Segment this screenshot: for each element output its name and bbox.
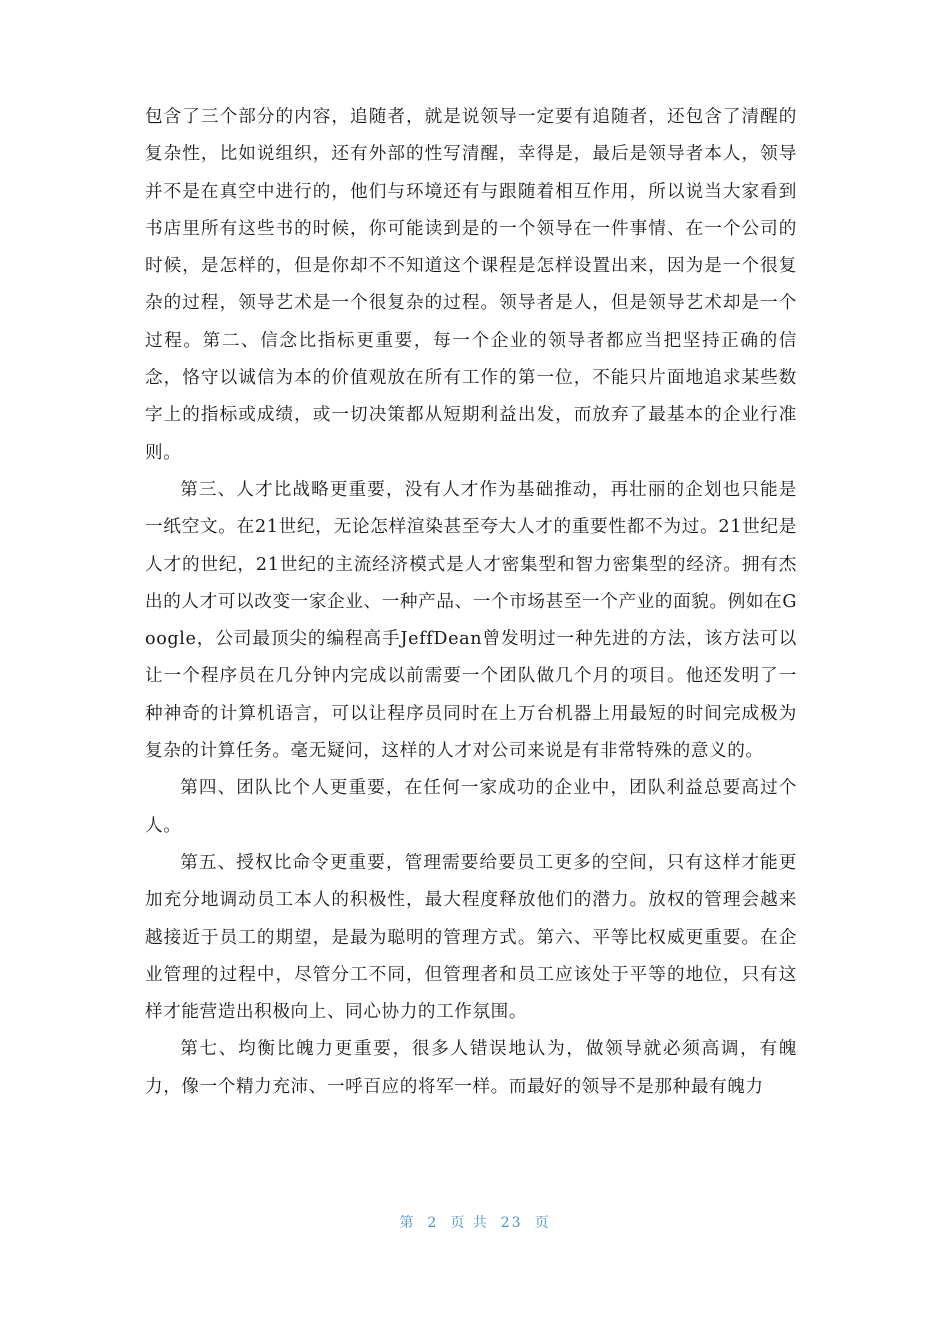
footer-current-page: 2	[427, 1215, 439, 1231]
footer-label-page: 第	[399, 1215, 416, 1231]
paragraph-4: 第五、授权比命令更重要，管理需要给要员工更多的空间，只有这样才能更加充分地调动员工本人的积极性，最大程度释放他们的潜力。放权的管理会越来越接近于员工的期望，是最为聪明的管理方式。第六、平等比权威更重要。在企业管理的过程中，尽管分工不同，但管理者和员工应该处于平等的地位，只有这样才能营造出积极向上、同心协力的工作氛围。	[145, 852, 797, 1023]
footer-total-pages: 23	[500, 1215, 523, 1231]
paragraph-2: 第三、人才比战略更重要，没有人才作为基础推动，再壮丽的企划也只能是一纸空文。在21世纪，无论怎样渲染甚至夸大人才的重要性都不为过。21世纪是人才的世纪，21世纪的主流经济模式是人才密集型和智力密集型的经济。拥有杰出的人才可以改变一家企业、一种产品、一个市场甚至一个产业的面貌。例如在Google，公司最顶尖的编程高手JeffDean曾发明过一种先进的方法，该方法可以让一个程序员在几分钟内完成以前需要一个团队做几个月的项目。他还发明了一种神奇的计算机语言，可以让程序员同时在上万台机器上用最短的时间完成极为复杂的计算任务。毫无疑问，这样的人才对公司来说是有非常特殊的意义的。	[145, 479, 797, 762]
footer-label-end: 页	[534, 1215, 551, 1231]
paragraph-5: 第七、均衡比魄力更重要，很多人错误地认为，做领导就必须高调，有魄力，像一个精力充沛、一呼百应的将军一样。而最好的领导不是那种最有魄力	[145, 1039, 797, 1097]
footer-label-of: 页 共	[450, 1215, 489, 1231]
paragraph-1: 包含了三个部分的内容，追随者，就是说领导一定要有追随者，还包含了清醒的复杂性，比如说组织，还有外部的性写清醒，幸得是，最后是领导者本人，领导并不是在真空中进行的，他们与环境还有与跟随着相互作用，所以说当大家看到书店里所有这些书的时候，你可能读到是的一个领导在一件事情、在一个公司的时候，是怎样的，但是你却不不知道这个课程是怎样设置出来，因为是一个很复杂的过程，领导艺术是一个很复杂的过程。领导者是人，但是领导艺术却是一个过程。第二、信念比指标更重要，每一个企业的领导者都应当把坚持正确的信念，恪守以诚信为本的价值观放在所有工作的第一位，不能只片面地追求某些数字上的指标或成绩，或一切决策都从短期利益出发，而放弃了最基本的企业行准则。	[145, 107, 797, 463]
document-body	[145, 99, 797, 1106]
paragraph-3: 第四、团队比个人更重要，在任何一家成功的企业中，团队利益总要高过个人。	[145, 778, 797, 836]
page-footer	[0, 1212, 950, 1232]
